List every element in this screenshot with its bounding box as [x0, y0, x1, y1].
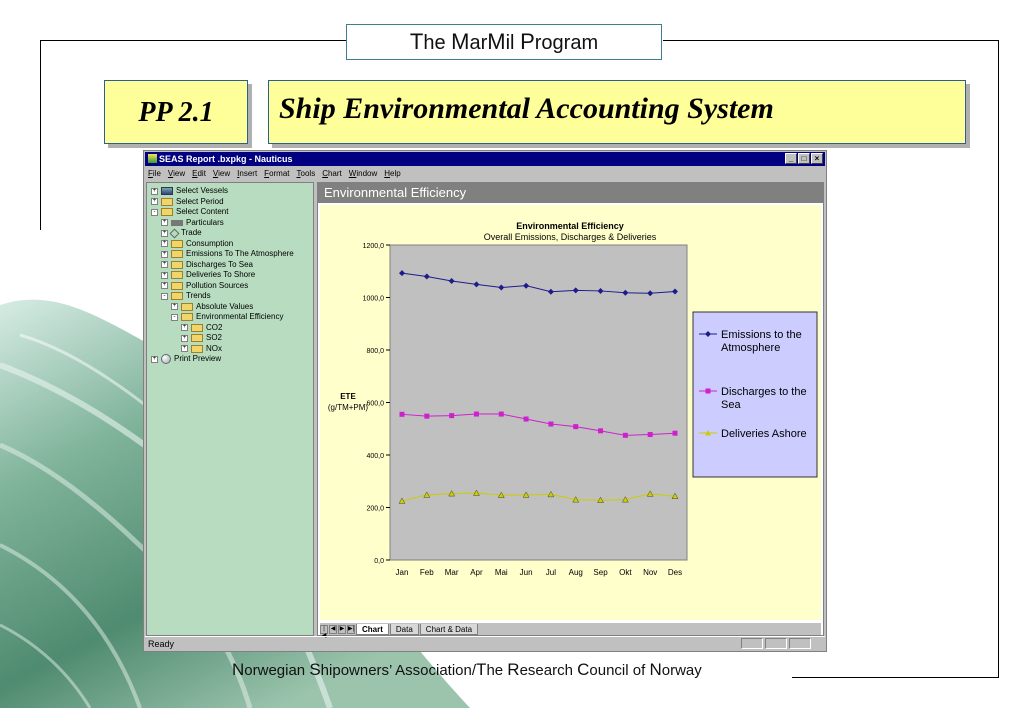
data-point: [400, 412, 405, 417]
legend-label: Deliveries Ashore: [721, 428, 807, 440]
legend-label: Atmosphere: [721, 342, 781, 354]
y-tick-label: 1000,0: [362, 295, 384, 303]
trade-icon: [170, 228, 180, 238]
footer-part: C: [577, 660, 590, 679]
expand-icon[interactable]: +: [182, 324, 187, 330]
data-point: [648, 432, 653, 437]
expand-icon[interactable]: +: [152, 198, 157, 204]
program-title-part: M: [451, 29, 470, 54]
menu-edit[interactable]: Edit: [192, 169, 206, 178]
data-point: [499, 412, 504, 417]
tree-item-label: Print Preview: [174, 354, 222, 363]
tree-item[interactable]: [151, 186, 228, 196]
frame-line-top-left: [40, 40, 346, 41]
expand-icon[interactable]: +: [162, 240, 167, 246]
tree-item-label: Environmental Efficiency: [196, 312, 284, 321]
chart-subtitle: Overall Emissions, Discharges & Deliveries: [483, 232, 657, 242]
tree-item-label: Select Content: [176, 207, 229, 216]
prev-sheet-icon[interactable]: ◀: [330, 625, 336, 632]
status-bar: [145, 636, 825, 650]
folder-icon: [191, 345, 203, 353]
first-sheet-icon[interactable]: |◀: [321, 625, 327, 639]
folder-icon: [191, 324, 203, 332]
app-window[interactable]: [143, 150, 827, 652]
status-cell: [789, 638, 811, 649]
tree-item[interactable]: [181, 323, 222, 333]
window-titlebar[interactable]: [145, 152, 825, 166]
collapse-icon[interactable]: -: [151, 209, 158, 216]
folder-icon: [191, 334, 203, 342]
tree-item[interactable]: [181, 333, 222, 343]
pp-label: PP 2.1: [138, 97, 214, 128]
tab-chart-and-data[interactable]: Chart & Data: [420, 624, 478, 635]
expand-icon[interactable]: +: [162, 219, 167, 225]
menu-insert[interactable]: Insert: [237, 169, 258, 178]
particulars-icon: [171, 220, 183, 226]
tree-item-label: Consumption: [186, 238, 234, 248]
footer-part: esearch: [519, 662, 578, 679]
data-point: [598, 428, 603, 433]
expand-icon[interactable]: +: [162, 271, 167, 278]
expand-icon[interactable]: +: [162, 250, 167, 257]
program-title: [346, 24, 662, 60]
close-button[interactable]: ×: [811, 153, 823, 164]
folder-icon: [171, 271, 183, 279]
x-tick-label: Des: [667, 568, 683, 577]
menu-help[interactable]: Help: [384, 169, 401, 178]
x-tick-label: Jun: [519, 568, 533, 577]
menu-view-2[interactable]: View: [212, 169, 231, 178]
footer-credit: [232, 660, 702, 680]
legend-label: Emissions to the: [721, 329, 802, 341]
menu-tools[interactable]: Tools: [296, 169, 316, 178]
footer-part: N: [232, 660, 245, 679]
program-title-part: T: [409, 29, 424, 54]
folder-icon: [171, 261, 183, 269]
x-tick-label: Mar: [444, 568, 459, 577]
program-title-part: M: [487, 29, 506, 54]
data-point: [449, 413, 454, 418]
folder-icon: [171, 240, 183, 248]
expand-icon[interactable]: +: [182, 345, 187, 351]
tree-item-label: Deliveries To Shore: [186, 270, 256, 279]
footer-part: S: [309, 660, 321, 679]
footer-part: ouncil of: [589, 662, 650, 679]
program-title-part: he: [423, 32, 452, 54]
x-tick-label: Jan: [395, 568, 409, 577]
folder-open-icon: [181, 313, 193, 321]
data-point: [673, 431, 678, 436]
collapse-icon[interactable]: -: [161, 293, 168, 300]
tree-item[interactable]: [161, 270, 255, 280]
folder-icon: [161, 208, 173, 216]
tree-item[interactable]: [151, 354, 221, 364]
status-cell: [765, 638, 787, 649]
x-tick-label: Apr: [470, 568, 483, 577]
folder-icon: [161, 198, 173, 206]
footer-part: he: [486, 662, 508, 679]
program-title-part: rogram: [534, 32, 599, 54]
folder-icon: [171, 292, 183, 300]
footer-part: orwegian: [244, 662, 310, 679]
tree-item-label: SO2: [206, 333, 223, 342]
menu-view[interactable]: View: [167, 169, 186, 178]
frame-line-bottom: [792, 677, 999, 678]
status-text: Ready: [148, 639, 175, 649]
folder-icon: [171, 282, 183, 290]
chart-area: [320, 205, 821, 620]
program-title-part: ar: [469, 32, 488, 54]
footer-part: N: [649, 660, 662, 679]
tree-item[interactable]: [161, 281, 248, 291]
expand-icon[interactable]: +: [182, 334, 187, 341]
x-tick-label: Aug: [568, 568, 583, 577]
y-axis-label: ETE: [340, 392, 356, 401]
menu-bar: [145, 167, 825, 180]
menu-file[interactable]: File: [148, 169, 161, 178]
sheet-tabs: [320, 623, 821, 639]
y-tick-label: 1200,0: [362, 243, 384, 250]
tree-item[interactable]: [161, 218, 224, 228]
tree-item[interactable]: [171, 302, 253, 312]
legend-marker: [706, 389, 711, 394]
y-axis-label: (g/TM+PM): [327, 403, 369, 412]
y-tick-label: 200,0: [366, 505, 384, 513]
tree-item-label: Discharges To Sea: [186, 259, 253, 269]
folder-icon: [181, 303, 193, 311]
tree-item[interactable]: [161, 291, 211, 301]
x-tick-label: Okt: [619, 568, 632, 577]
frame-line-left: [40, 40, 41, 230]
footer-part: hipowners’ Association/: [320, 662, 477, 679]
data-point: [623, 433, 628, 438]
tree-item[interactable]: [161, 239, 233, 249]
program-title-part: P: [520, 29, 535, 54]
content-pane: [317, 182, 824, 639]
print-preview-icon: [161, 354, 171, 364]
tree-item-label: Pollution Sources: [186, 280, 249, 290]
legend-label: Sea: [721, 399, 741, 411]
tree-item[interactable]: [151, 197, 224, 207]
pane-header: Environmental Efficiency: [318, 183, 823, 203]
tree-item-label: Select Vessels: [176, 186, 229, 195]
x-tick-label: Mai: [494, 568, 508, 577]
x-tick-label: Sep: [593, 568, 608, 577]
menu-chart[interactable]: Chart: [322, 169, 342, 178]
data-point: [573, 424, 578, 429]
tree-item[interactable]: [151, 207, 228, 217]
tree-item-label: Select Period: [176, 196, 224, 206]
expand-icon[interactable]: +: [162, 229, 167, 236]
tree-item-label: Emissions To The Atmosphere: [186, 249, 294, 258]
plot-area: [390, 245, 687, 560]
tree-item-label: Absolute Values: [196, 301, 254, 311]
next-sheet-icon[interactable]: ▶: [339, 625, 345, 632]
expand-icon[interactable]: +: [172, 303, 177, 309]
vessel-icon: [161, 187, 173, 195]
data-point: [474, 412, 479, 417]
status-cell: [741, 638, 763, 649]
footer-part: R: [507, 660, 520, 679]
data-point: [524, 417, 529, 422]
expand-icon[interactable]: +: [162, 282, 167, 288]
tree-item-label: Trade: [181, 228, 202, 237]
tree-item[interactable]: [161, 228, 202, 238]
tree-item-label: Particulars: [186, 217, 224, 227]
content-tree: [146, 182, 314, 636]
main-title: Ship Environmental Accounting System: [279, 92, 774, 125]
tree-item[interactable]: [181, 344, 222, 354]
tree-item-label: NOx: [206, 343, 222, 353]
x-tick-label: Jul: [545, 568, 557, 577]
window-title: SEAS Report .bxpkg - Nauticus: [159, 154, 293, 164]
last-sheet-icon[interactable]: ▶|: [348, 625, 355, 632]
efficiency-chart: [320, 205, 821, 620]
chart-title: Environmental Efficiency: [516, 221, 624, 231]
y-tick-label: 600,0: [366, 400, 384, 408]
tree-item-label: Trends: [186, 291, 211, 300]
legend-label: Discharges to the: [721, 386, 807, 398]
menu-format[interactable]: Format: [264, 169, 290, 178]
maximize-button[interactable]: □: [798, 153, 810, 164]
main-title-box: [268, 80, 966, 144]
data-point: [424, 414, 429, 419]
frame-line-top-right: [663, 40, 999, 41]
tree-item[interactable]: [161, 260, 253, 270]
collapse-icon[interactable]: -: [171, 314, 178, 321]
expand-icon[interactable]: +: [162, 261, 167, 267]
footer-part: orway: [661, 662, 702, 679]
data-point: [548, 422, 553, 427]
x-tick-label: Feb: [419, 568, 434, 577]
tab-chart[interactable]: Chart: [356, 624, 389, 635]
folder-icon: [171, 250, 183, 258]
footer-part: T: [476, 660, 487, 679]
x-tick-label: Nov: [643, 568, 658, 577]
y-tick-label: 0,0: [374, 558, 384, 565]
tab-data[interactable]: Data: [390, 624, 419, 635]
tree-item-label: CO2: [206, 322, 223, 332]
frame-line-right: [998, 40, 999, 678]
minimize-button[interactable]: _: [785, 153, 797, 164]
y-tick-label: 400,0: [366, 453, 384, 460]
expand-icon[interactable]: +: [152, 187, 157, 194]
program-title-part: il: [505, 32, 521, 54]
tree-item[interactable]: [171, 312, 283, 322]
menu-window[interactable]: Window: [348, 169, 378, 178]
tree-item[interactable]: [161, 249, 294, 259]
pp-label-box: [104, 80, 248, 144]
app-icon: [148, 154, 157, 163]
y-tick-label: 800,0: [366, 348, 384, 355]
expand-icon[interactable]: +: [152, 355, 157, 362]
